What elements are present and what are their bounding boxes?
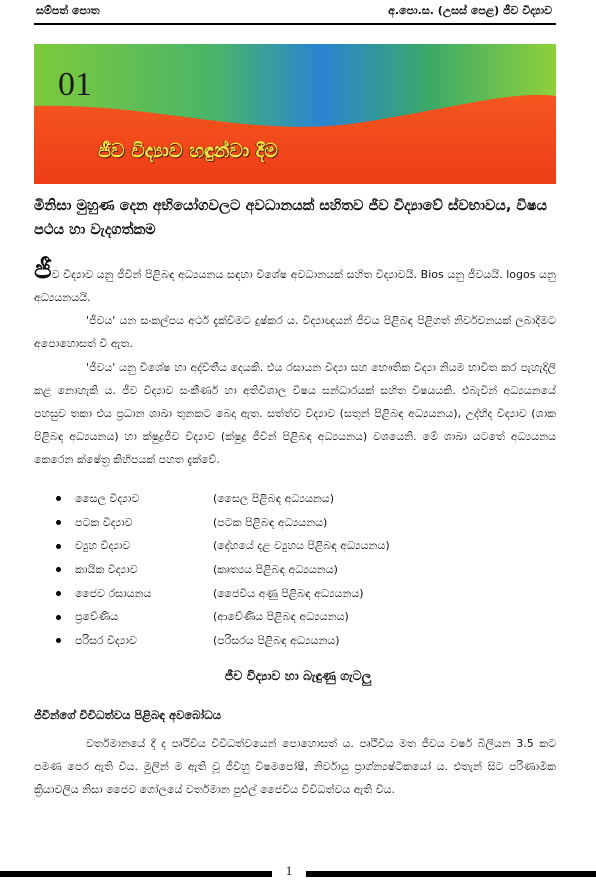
field-description: (පරිසරය පිළිබඳ අධ්‍යයනය) xyxy=(213,633,340,647)
field-list xyxy=(56,487,536,653)
field-term: ප්‍රවේණිය xyxy=(75,610,119,624)
paragraph-branches: 'ජීවය' යනු විශේෂ හා අද්විතීය දෙයකි. එය රසායන විද්‍යා සහ භෞතික විද්‍යා නියම භාවිත කර පැහැදිලි කළ නොහැකි ය. ජීව විද්‍යාව සංකීර්ණ හා අතිවිශාල විෂය සන්ධාරයක් සහිත විෂයයකි. එබැවින් අධ්‍යයනයේ පහසුව තකා එය ප්‍රධාන ශාඛා තුනකට බෙදා ඇත. සත්ත්ව විද්‍යාව (සතුන් පිළිබඳ අධ්‍යයනය), උද්භිද විද්‍යාව (ශාක පිළිබඳ අධ්‍යයනය) හා ක්ෂුද්‍රජීව විද්‍යාව (ක්ෂුද්‍ර ජීවීන් පිළිබඳ අධ්‍යයනය) වශයෙනි. මේ ශාඛා යටතේ අධ්‍යයනය කෙරෙන ක්ෂේත්‍ර කිහිපයක් පහත දැක්වේ. xyxy=(34,361,556,466)
field-description: (ආවේණිය පිළිබඳ අධ්‍යයනය) xyxy=(213,610,349,624)
bullet-icon xyxy=(56,567,61,572)
field-term: සෛල විද්‍යාව xyxy=(75,491,140,505)
running-header-right: අ.පො.ස. (උසස් පෙළ) ජීව විද්‍යාව xyxy=(388,4,552,17)
field-description: (දේහයේ දළ ව්‍යුහය පිළිබඳ අධ්‍යයනය) xyxy=(213,539,390,553)
field-description: (කෘත්‍යය පිළිබඳ අධ්‍යයනය) xyxy=(213,562,338,576)
list-item xyxy=(56,629,536,653)
page-number: 1 xyxy=(285,863,293,878)
paragraph-intro xyxy=(34,255,556,309)
paragraph-diversity: වර්තමානයේ දී ද පෘථිවිය විවිධත්වයෙන් පොහොසත් ය. පෘථිවිය මත ජීවය වර්ෂ බිලියන 3.5 කට පමණ පෙර ඇති විය. මුලින් ම ඇති වූ ජීවීහු විෂමපෝෂී, නිර්වායු ප්‍රාග්න්‍යෂ්ටිකයෝ ය. එතැන් සිට පරිණාමික ක්‍රියාවලිය නිසා ජෛව ගෝලයේ වර්තමාන පුළුල් ජෛවීය විවිධත්වය ඇති විය. xyxy=(34,737,556,796)
field-term: ව්‍යුහ විද්‍යාව xyxy=(75,539,131,553)
list-item xyxy=(56,582,536,606)
subsection-heading: ජීව විද්‍යාව හා බැඳුණු ගැටලු xyxy=(224,668,372,683)
field-term: පරිසර විද්‍යාව xyxy=(75,633,137,647)
paragraph-intro-text: ව විද්‍යාව යනු ජීවීන් පිළිබඳ අධ්‍යයනය සඳහා විශේෂ අවධානයක් සහිත විද්‍යාවයි. Bios යනු ජීවයයි. logos යනු අධ්‍යයනයයි. xyxy=(34,268,556,304)
banner-background xyxy=(34,44,556,184)
list-item xyxy=(56,558,536,582)
drop-cap: ජී xyxy=(34,255,52,285)
chapter-number: 01 xyxy=(58,66,92,103)
chapter-banner xyxy=(34,44,556,184)
bullet-icon xyxy=(56,591,61,596)
header-rule xyxy=(34,23,556,25)
field-term: ජෛව රසායනය xyxy=(75,586,152,600)
bullet-icon xyxy=(56,496,61,501)
bullet-icon xyxy=(56,520,61,525)
field-description: (ජෛවීය අණු පිළිබඳ අධ්‍යයනය) xyxy=(213,586,364,600)
field-description: (සෛල පිළිබඳ අධ්‍යයනය) xyxy=(213,491,334,505)
list-item xyxy=(56,605,536,629)
field-term: කායික විද්‍යාව xyxy=(75,562,138,576)
running-header-left: සම්පත් පොත xyxy=(36,4,100,17)
field-term: පටක විද්‍යාව xyxy=(75,515,133,529)
footer-rule-left xyxy=(0,871,272,877)
list-item xyxy=(56,487,536,511)
list-item xyxy=(56,511,536,535)
footer-rule-right xyxy=(306,871,596,877)
bullet-icon xyxy=(56,544,61,549)
field-description: (පටක පිළිබඳ අධ්‍යයනය) xyxy=(213,515,328,529)
bullet-icon xyxy=(56,615,61,620)
bullet-icon xyxy=(56,638,61,643)
section-heading: මිනිසා මුහුණ දෙන අභියෝගවලට අවධානයක් සහිතව ජීව විද්‍යාවේ ස්වභාවය, විෂය පථය හා වැදගත්කම xyxy=(34,198,548,238)
list-item xyxy=(56,534,536,558)
minor-heading: ජීවීන්ගේ විවිධත්වය පිළිබඳ අවබෝධය xyxy=(34,708,222,722)
chapter-title: ජීව විද්‍යාව හඳුන්වා දීම xyxy=(98,140,278,162)
paragraph-definition: 'ජීවය' යන සංකල්පය අර්ථ දැක්වීමට දුෂ්කර ය. විද්‍යාඥයන් ජීවය පිළිබඳ පිළිගත් නිර්වචනයක් ලබාදීමට අපොහොසත් වී ඇත. xyxy=(34,314,556,350)
